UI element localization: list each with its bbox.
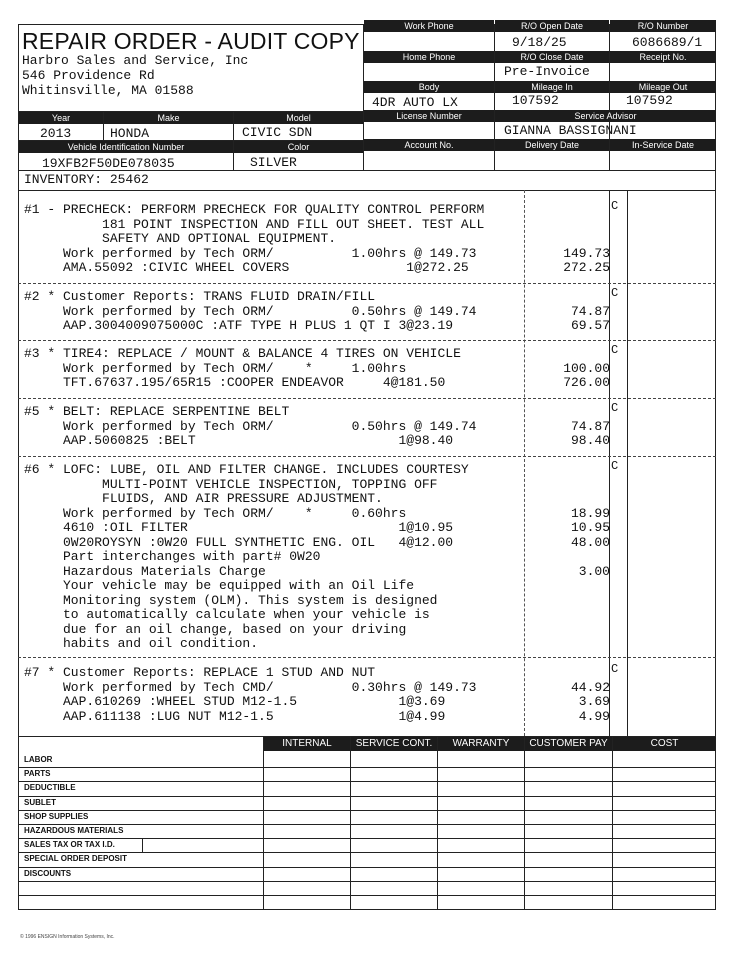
summary-divider — [263, 737, 264, 910]
label-account-no: Account No. — [364, 139, 494, 151]
summary-divider — [612, 737, 613, 910]
label-service-advisor: Service Advisor — [495, 110, 716, 122]
job-line-text: AAP.610269 :WHEEL STUD M12-1.5 1@3.69 — [24, 694, 446, 709]
job-line-text: #7 * Customer Reports: REPLACE 1 STUD AND NUT — [24, 665, 376, 680]
label-work-phone: Work Phone — [364, 20, 494, 32]
job-line-text: MULTI-POINT VEHICLE INSPECTION, TOPPING OFF — [24, 476, 438, 492]
job-separator — [18, 283, 716, 284]
label-receipt-no: Receipt No. — [610, 51, 716, 63]
vin-value: 19XFB2F50DE078035 — [42, 156, 175, 171]
label-delivery-date: Delivery Date — [495, 139, 609, 151]
header-rule — [18, 190, 716, 191]
job-line-text: FLUIDS, AND AIR PRESSURE ADJUSTMENT. — [24, 491, 383, 506]
job-line-text: #5 * BELT: REPLACE SERPENTINE BELT — [24, 404, 290, 419]
job-status-flag: C — [611, 401, 619, 415]
dealer-street: 546 Providence Rd — [22, 68, 155, 83]
job-status-flag: C — [611, 343, 619, 357]
label-body: Body — [364, 81, 494, 93]
label-ro-close-date: R/O Close Date — [495, 51, 609, 63]
job-line-text: Monitoring system (OLM). This system is designed — [24, 592, 438, 608]
summary-column-header: SERVICE CONT. — [351, 737, 437, 751]
job-separator — [18, 657, 716, 658]
job-status-flag: C — [611, 459, 619, 473]
job-line-amount: 69.57 — [570, 318, 610, 333]
summary-row-label: DISCOUNTS — [24, 868, 72, 878]
job-line-amount: 74.87 — [570, 303, 610, 319]
job-line-text: Your vehicle may be equipped with an Oil Life — [24, 578, 415, 593]
label-make: Make — [104, 112, 233, 124]
mileage-in: 107592 — [512, 93, 559, 108]
job-line-amount: 3.00 — [578, 563, 610, 579]
summary-column-header: COST — [613, 737, 716, 751]
summary-row-label: LABOR — [24, 755, 53, 764]
job-line-text: Work performed by Tech ORM/ 0.50hrs @ 149.74 — [24, 418, 477, 434]
job-separator — [18, 456, 716, 457]
mileage-out: 107592 — [626, 93, 673, 108]
job-line-amount: 18.99 — [570, 505, 610, 521]
job-line-text: Hazardous Materials Charge — [24, 563, 266, 579]
job-line-amount: 4.99 — [578, 708, 610, 724]
label-in-service-date: In-Service Date — [610, 139, 716, 151]
ro-close-date: Pre-Invoice — [504, 64, 590, 79]
model-value: CIVIC SDN — [242, 125, 313, 140]
job-separator — [18, 340, 716, 341]
job-status-flag: C — [611, 199, 619, 213]
job-line-text: to automatically calculate when your vehicle is — [24, 607, 430, 622]
job-line-text: AAP.3004009075000C :ATF TYPE H PLUS 1 QT I 3@23.19 — [24, 318, 454, 333]
job-status-flag: C — [611, 662, 619, 676]
job-line-text: AAP.611138 :LUG NUT M12-1.5 1@4.99 — [24, 708, 446, 724]
job-line-amount: 726.00 — [563, 375, 610, 390]
job-line-text: due for an oil change, based on your driving — [24, 621, 407, 637]
job-line-amount: 149.73 — [563, 245, 610, 261]
label-mileage-out: Mileage Out — [610, 81, 716, 93]
job-line-text: AAP.5060825 :BELT 1@98.40 — [24, 433, 454, 448]
job-line-amount: 98.40 — [570, 433, 610, 448]
job-column-divider — [627, 190, 628, 736]
summary-divider — [350, 737, 351, 910]
summary-column-header: INTERNAL — [264, 737, 350, 751]
job-separator — [18, 398, 716, 399]
job-line-amount: 48.00 — [570, 534, 610, 550]
ro-open-date: 9/18/25 — [512, 35, 567, 50]
job-status-flag: C — [611, 286, 619, 300]
summary-row-label: SALES TAX OR TAX I.D. — [24, 840, 115, 850]
job-line-text: Part interchanges with part# 0W20 — [24, 549, 321, 564]
label-ro-number: R/O Number — [610, 20, 716, 32]
job-line-amount: 44.92 — [570, 679, 610, 695]
job-line-text: #6 * LOFC: LUBE, OIL AND FILTER CHANGE. INCLUDES COURTESY — [24, 462, 469, 477]
summary-row-label: SUBLET — [24, 797, 56, 807]
label-license-number: License Number — [364, 110, 494, 122]
label-color: Color — [234, 141, 363, 153]
job-line-text: habits and oil condition. — [24, 636, 259, 651]
label-mileage-in: Mileage In — [495, 81, 609, 93]
summary-divider — [524, 737, 525, 910]
job-line-text: SAFETY AND OPTIONAL EQUIPMENT. — [24, 231, 337, 246]
document-title: REPAIR ORDER - AUDIT COPY — [22, 28, 360, 54]
job-line-text: Work performed by Tech CMD/ 0.30hrs @ 149.73 — [24, 679, 477, 695]
job-line-text: #1 - PRECHECK: PERFORM PRECHECK FOR QUALITY CONTROL PERFORM — [24, 202, 485, 217]
job-line-text: 181 POINT INSPECTION AND FILL OUT SHEET. TEST ALL — [24, 216, 485, 232]
ro-number: 6086689/1 — [632, 35, 703, 50]
summary-divider — [437, 737, 438, 910]
job-column-guide — [524, 190, 525, 736]
copyright-notice: © 1996 ENSIGN Information Systems, Inc. — [20, 934, 115, 940]
job-line-text: Work performed by Tech ORM/ 1.00hrs @ 149.73 — [24, 245, 477, 261]
summary-column-header: WARRANTY — [438, 737, 524, 751]
job-line-amount: 10.95 — [570, 520, 610, 535]
summary-row-label: SPECIAL ORDER DEPOSIT — [24, 854, 127, 864]
job-line-text: AMA.55092 :CIVIC WHEEL COVERS 1@272.25 — [24, 260, 469, 275]
job-line-amount: 74.87 — [570, 418, 610, 434]
service-advisor-value: GIANNA BASSIGNANI — [504, 123, 637, 138]
summary-column-header: CUSTOMER PAY — [525, 737, 612, 751]
body-value: 4DR AUTO LX — [372, 95, 458, 110]
job-line-text: Work performed by Tech ORM/ 0.50hrs @ 149.74 — [24, 303, 477, 319]
make-value: HONDA — [110, 126, 150, 141]
color-value: SILVER — [250, 155, 297, 170]
tax-id-box — [142, 839, 143, 853]
job-line-amount: 3.69 — [578, 694, 610, 709]
summary-row-label: DEDUCTIBLE — [24, 783, 76, 793]
job-line-text: TFT.67637.195/65R15 :COOPER ENDEAVOR 4@181.50 — [24, 375, 446, 390]
job-line-text: Work performed by Tech ORM/ * 0.60hrs — [24, 505, 407, 521]
job-line-text: 4610 :OIL FILTER 1@10.95 — [24, 520, 454, 535]
label-model: Model — [234, 112, 363, 124]
label-vin: Vehicle Identification Number — [19, 141, 233, 153]
summary-row-label: SHOP SUPPLIES — [24, 811, 89, 821]
summary-row-label: HAZARDOUS MATERIALS — [24, 826, 124, 835]
job-line-text: Work performed by Tech ORM/ * 1.00hrs — [24, 360, 407, 376]
job-line-text: #3 * TIRE4: REPLACE / MOUNT & BALANCE 4 TIRES ON VEHICLE — [24, 346, 461, 361]
label-ro-open-date: R/O Open Date — [495, 20, 609, 32]
job-line-text: 0W20ROYSYN :0W20 FULL SYNTHETIC ENG. OIL 4@12.00 — [24, 534, 454, 550]
label-year: Year — [19, 112, 103, 124]
year-value: 2013 — [40, 126, 72, 141]
summary-row-label: PARTS — [24, 769, 51, 779]
dealer-name: Harbro Sales and Service, Inc — [22, 53, 249, 68]
job-line-text: #2 * Customer Reports: TRANS FLUID DRAIN/FILL — [24, 289, 376, 304]
dealer-city: Whitinsville, MA 01588 — [22, 83, 194, 98]
inventory-value: INVENTORY: 25462 — [24, 172, 149, 187]
job-line-amount: 272.25 — [563, 260, 610, 275]
job-line-amount: 100.00 — [563, 360, 610, 376]
label-home-phone: Home Phone — [364, 51, 494, 63]
